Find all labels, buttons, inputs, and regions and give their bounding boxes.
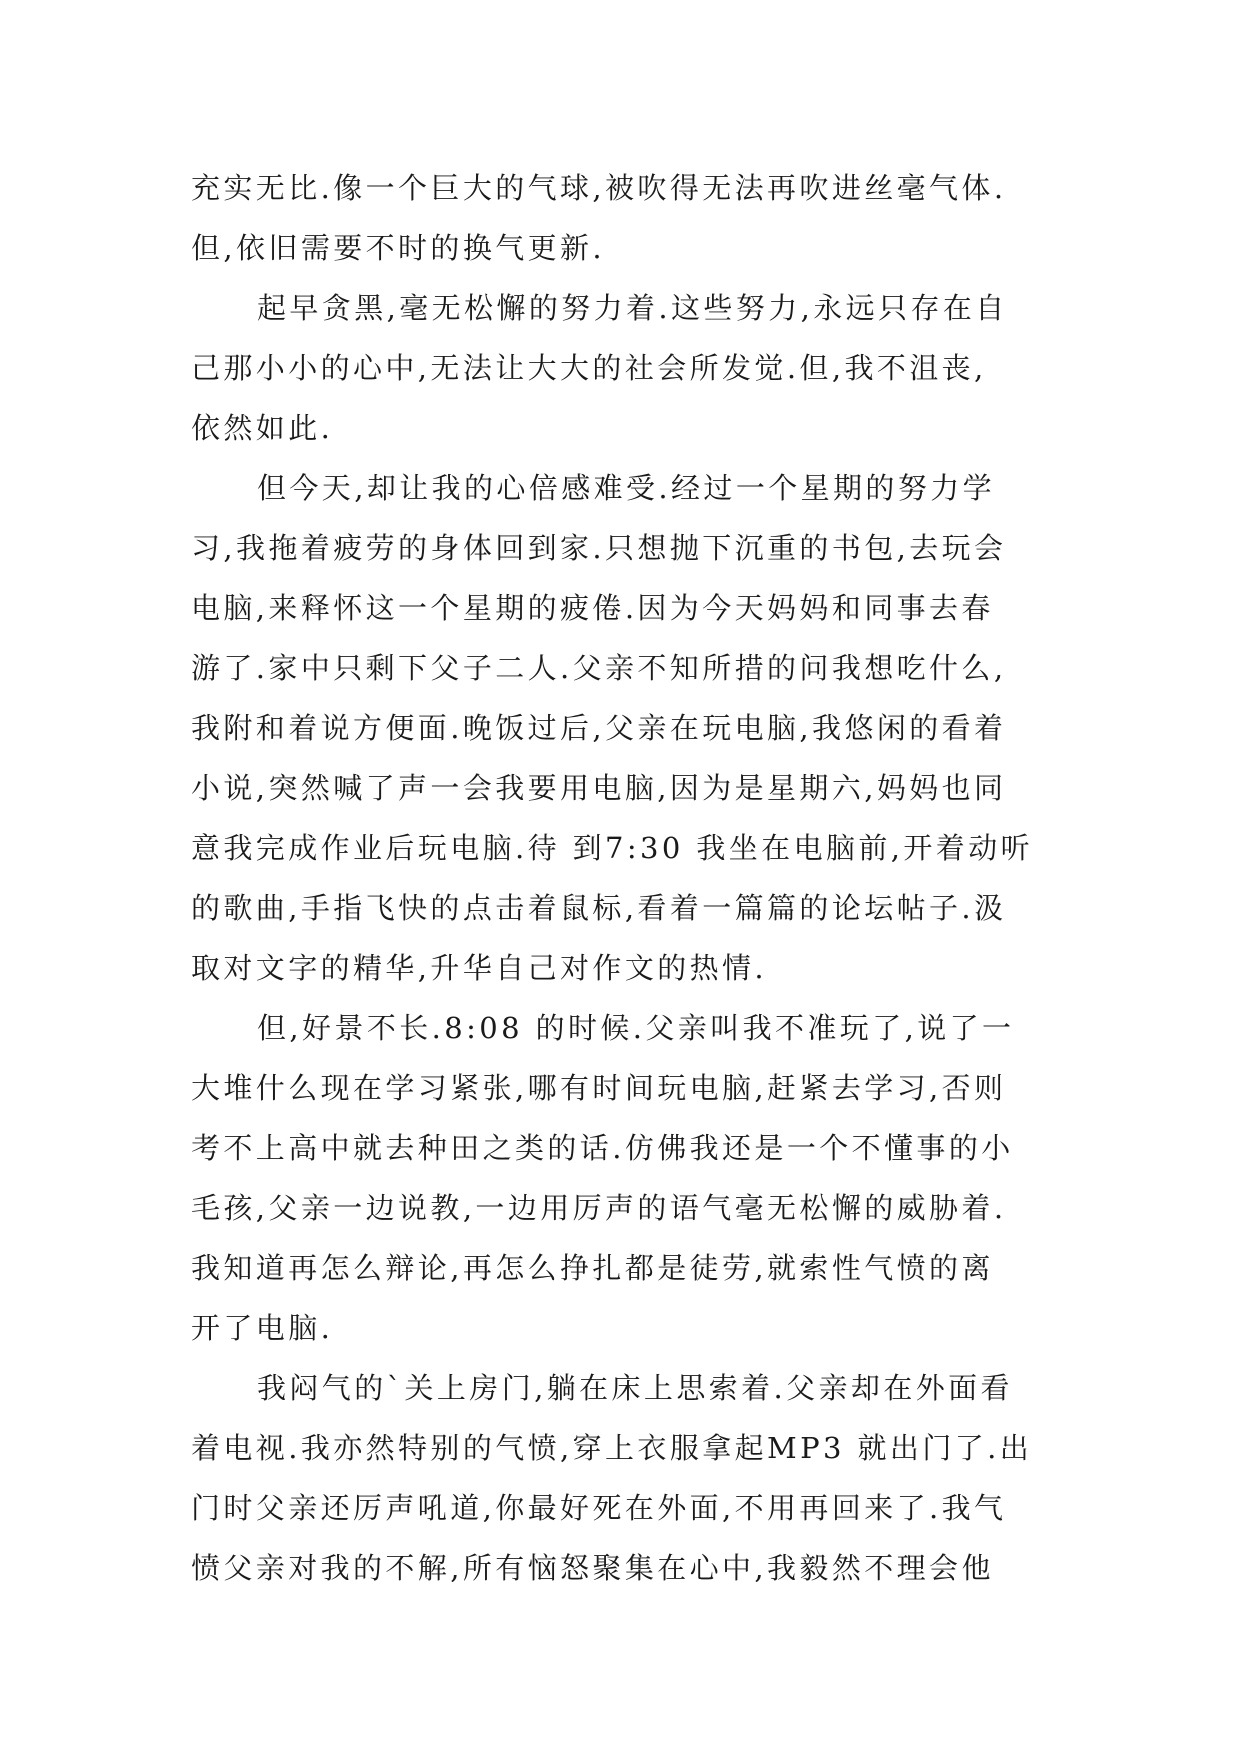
text-line: 着电视.我亦然特别的气愤,穿上衣服拿起MP3 就出门了.出 <box>191 1431 1033 1465</box>
text-line: 但,好景不长.8:08 的时候.父亲叫我不准玩了,说了一 <box>257 1011 1015 1045</box>
text-line: 意我完成作业后玩电脑.待 到7:30 我坐在电脑前,开着动听 <box>191 831 1033 865</box>
text-line: 大堆什么现在学习紧张,哪有时间玩电脑,赶紧去学习,否则 <box>191 1071 1007 1105</box>
text-line: 小说,突然喊了声一会我要用电脑,因为是星期六,妈妈也同 <box>191 771 1007 805</box>
text-line: 愤父亲对我的不解,所有恼怒聚集在心中,我毅然不理会他 <box>191 1551 994 1585</box>
body-text <box>191 158 1055 1598</box>
text-line: 考不上高中就去种田之类的话.仿佛我还是一个不懂事的小 <box>191 1131 1014 1165</box>
text-line: 己那小小的心中,无法让大大的社会所发觉.但,我不沮丧, <box>191 351 987 385</box>
text-line: 但今天,却让我的心倍感难受.经过一个星期的努力学 <box>257 471 996 505</box>
text-line: 充实无比.像一个巨大的气球,被吹得无法再吹进丝毫气体. <box>191 171 1007 205</box>
text-line: 依然如此. <box>191 411 334 445</box>
text-line: 起早贪黑,毫无松懈的努力着.这些努力,永远只存在自 <box>257 291 1008 325</box>
text-line: 取对文字的精华,升华自己对作文的热情. <box>191 951 768 985</box>
text-line: 的歌曲,手指飞快的点击着鼠标,看着一篇篇的论坛帖子.汲 <box>191 891 1007 925</box>
text-line: 毛孩,父亲一边说教,一边用厉声的语气毫无松懈的威胁着. <box>191 1191 1007 1225</box>
text-line: 我附和着说方便面.晚饭过后,父亲在玩电脑,我悠闲的看着 <box>191 711 1007 745</box>
text-line: 游了.家中只剩下父子二人.父亲不知所措的问我想吃什么, <box>191 651 1007 685</box>
text-line: 电脑,来释怀这一个星期的疲倦.因为今天妈妈和同事去春 <box>191 591 994 625</box>
text-line: 习,我拖着疲劳的身体回到家.只想抛下沉重的书包,去玩会 <box>191 531 1007 565</box>
text-line: 但,依旧需要不时的换气更新. <box>191 231 606 265</box>
text-line: 开了电脑. <box>191 1311 334 1345</box>
text-line: 门时父亲还厉声吼道,你最好死在外面,不用再回来了.我气 <box>191 1491 1007 1525</box>
text-line: 我闷气的`关上房门,躺在床上思索着.父亲却在外面看 <box>257 1371 1013 1405</box>
text-line: 我知道再怎么辩论,再怎么挣扎都是徒劳,就索性气愤的离 <box>191 1251 994 1285</box>
